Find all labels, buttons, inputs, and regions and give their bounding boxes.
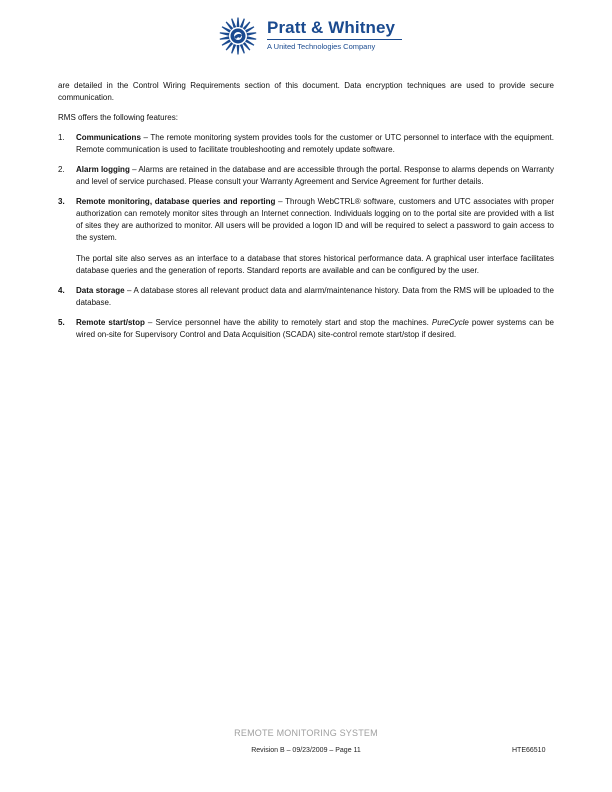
features-lead: RMS offers the following features: <box>58 113 178 122</box>
feature-term: Communications <box>76 133 141 142</box>
feature-description: – Alarms are retained in the database and are accessible through the portal. Response to alarms depends on Warranty and level of service purchased. Please consult your Warranty Agreement and Service Agreement for further details. <box>76 165 555 186</box>
feature-term: Remote start/stop <box>76 318 145 327</box>
feature-description-continued: power systems can be wired on-site for Supervisory Control and Data Acquisition (SCADA) site-control remote start/stop if desired. <box>76 318 555 339</box>
brand-divider <box>267 39 402 40</box>
page-header <box>218 14 408 58</box>
list-number: 3. <box>58 197 65 206</box>
feature-term: Remote monitoring, database queries and reporting <box>76 197 276 206</box>
list-item <box>58 285 554 309</box>
list-item <box>58 164 554 188</box>
brand-subtitle: A United Technologies Company <box>267 42 376 51</box>
list-item-text <box>76 132 554 156</box>
list-number: 1. <box>58 133 65 142</box>
footer-title: REMOTE MONITORING SYSTEM <box>234 728 378 738</box>
feature-description: – Through WebCTRL® software, customers and UTC associates with proper authorization can remotely monitor sites through an Internet connection. Individuals logging on to the portal site are provided with a list of sites they are authorized to monitor. All users will be provided a logon ID and will be required to select a password to gain access to the system. <box>76 197 554 242</box>
intro-paragraph: are detailed in the Control Wiring Requirements section of this document. Data encryption techniques are used to provide secure communication. <box>58 81 554 102</box>
list-item-text <box>76 196 554 244</box>
brand-name: Pratt & Whitney <box>267 18 396 37</box>
list-item-text <box>76 164 554 188</box>
feature-term: Alarm logging <box>76 165 130 174</box>
list-item <box>58 132 554 156</box>
feature-description: – A database stores all relevant product data and alarm/maintenance history. Data from the RMS will be uploaded to the database. <box>76 286 554 307</box>
feature-list <box>58 132 554 341</box>
feature-description: – The remote monitoring system provides tools for the customer or UTC personnel to interface with the equipment. Remote communication is used to facilitate troubleshooting and remotely update software. <box>76 133 554 154</box>
feature-description: – Service personnel have the ability to remotely start and stop the machines. <box>144 318 432 327</box>
feature-term: Data storage <box>76 286 125 295</box>
list-number: 4. <box>58 286 65 295</box>
product-name: PureCycle <box>431 318 469 327</box>
footer-revision: Revision B – 09/23/2009 – Page 11 <box>251 747 361 754</box>
list-number: 2. <box>58 165 65 174</box>
pratt-whitney-eagle-icon <box>218 16 258 56</box>
list-item <box>58 196 554 277</box>
footer-doc-number: HTE66510 <box>512 747 546 754</box>
list-number: 5. <box>58 318 65 327</box>
list-item-text <box>76 317 554 341</box>
list-item-text <box>76 285 554 309</box>
list-item-extra-paragraph: The portal site also serves as an interface to a database that stores historical performance data. A graphical user interface facilitates database queries and the generation of reports. Standard reports are available and can be configured by the user. <box>76 254 554 275</box>
document-body <box>58 80 554 349</box>
list-item <box>58 317 554 341</box>
